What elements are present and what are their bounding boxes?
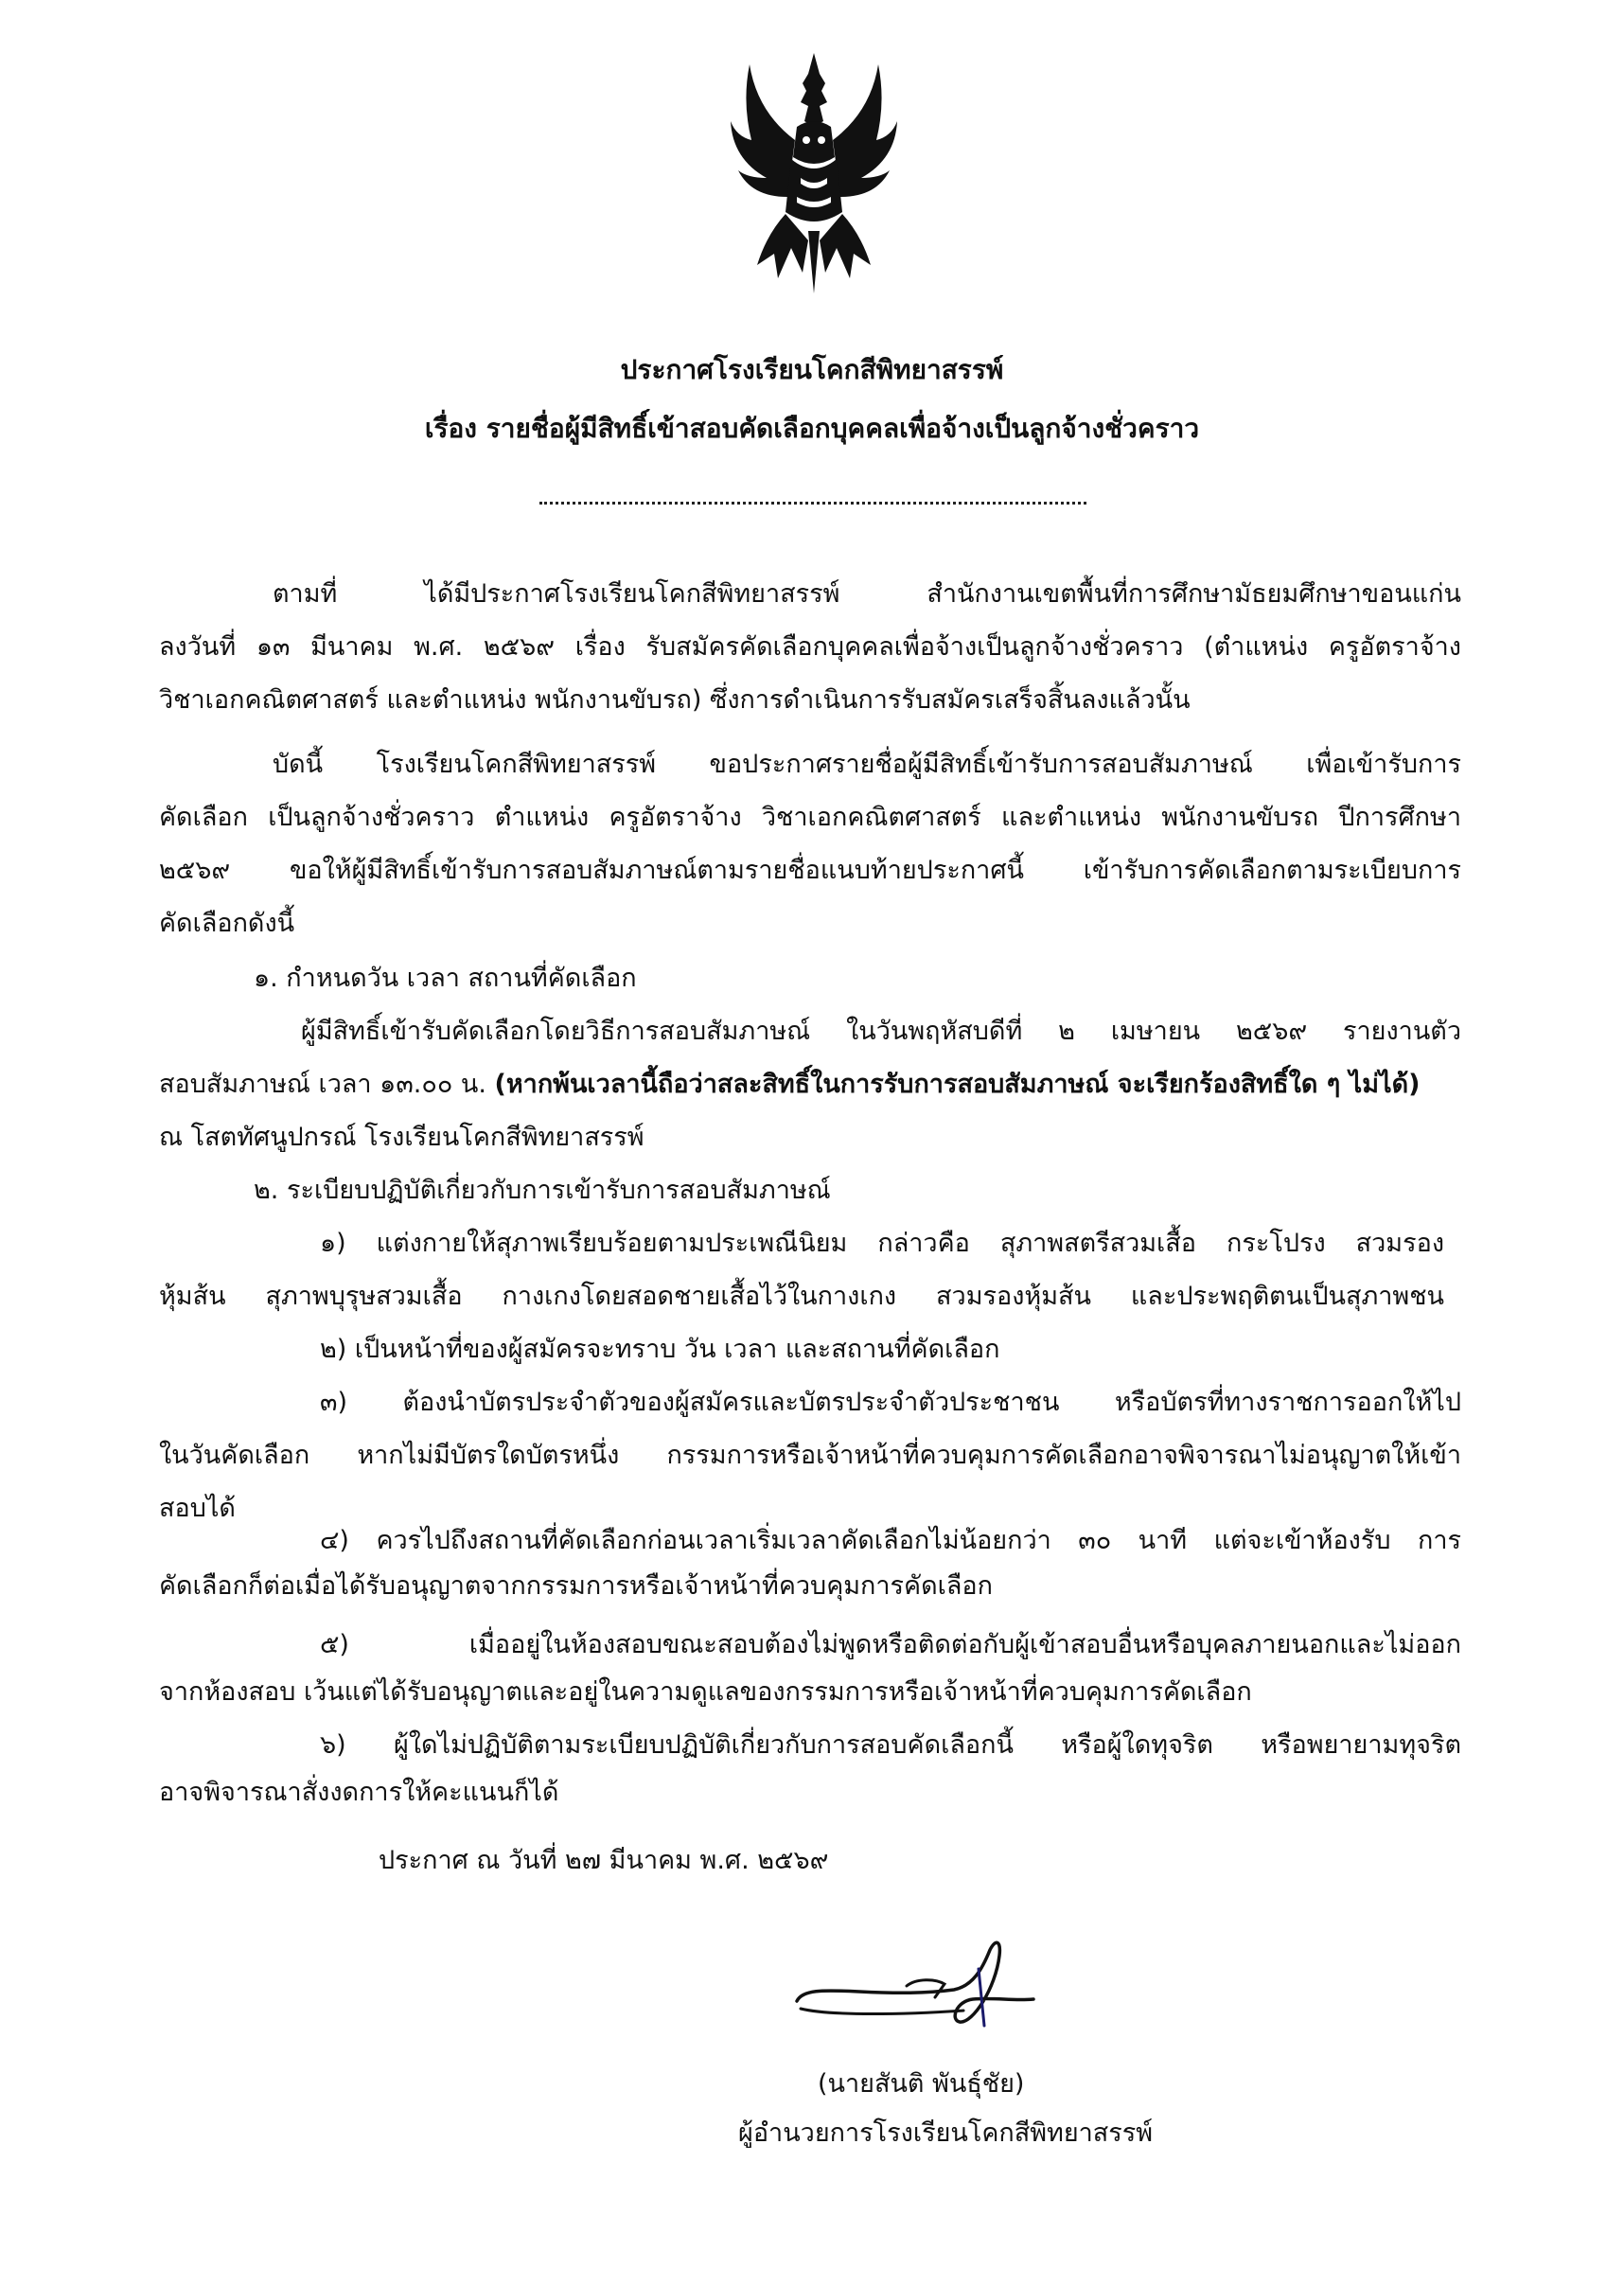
rule-line: ๕) เมื่ออยู่ในห้องสอบขณะสอบต้องไม่พูดหรือติดต่อกับผู้เข้าสอบอื่นหรือบุคลภายนอกและไม่ออก: [320, 1630, 1461, 1659]
paragraph-line: ผู้มีสิทธิ์เข้ารับคัดเลือกโดยวิธีการสอบสัมภาษณ์ ในวันพฤหัสบดีที่ ๒ เมษายน ๒๕๖๙ รายงานตัว: [301, 1017, 1461, 1046]
rule-line: สอบได้: [159, 1494, 236, 1523]
rule-line: ๓) ต้องนำบัตรประจำตัวของผู้สมัครและบัตรประจำตัวประชาชน หรือบัตรที่ทางราชการออกให้ไป: [320, 1388, 1461, 1417]
garuda-emblem-icon: [729, 45, 899, 301]
rule-line: คัดเลือกก็ต่อเมื่อได้รับอนุญาตจากกรรมการหรือเจ้าหน้าที่ควบคุมการคัดเลือก: [159, 1571, 993, 1601]
rule-line: ๔) ควรไปถึงสถานที่คัดเลือกก่อนเวลาเริ่มเวลาคัดเลือกไม่น้อยกว่า ๓๐ นาที แต่จะเข้าห้องรับ การ: [320, 1526, 1461, 1555]
announcement-title: ประกาศโรงเรียนโคกสีพิทยาสรรพ์: [620, 354, 1004, 385]
paragraph-line: ลงวันที่ ๑๓ มีนาคม พ.ศ. ๒๕๖๙ เรื่อง รับสมัครคัดเลือกบุคคลเพื่อจ้างเป็นลูกจ้างชั่วคราว (ตำแหน่ง ครูอัตราจ้าง: [159, 632, 1461, 662]
rule-line: ๖) ผู้ใดไม่ปฏิบัติตามระเบียบปฏิบัติเกี่ยวกับการสอบคัดเลือกนี้ หรือผู้ใดทุจริต หรือพยายามทุจริต: [320, 1730, 1461, 1760]
rule-line: อาจพิจารณาสั่งงดการให้คะแนนก็ได้: [159, 1778, 559, 1807]
signer-name: (นายสันติ พันธุ์ชัย): [818, 2069, 1025, 2099]
rule-line: จากห้องสอบ เว้นแต่ได้รับอนุญาตและอยู่ในความดูแลของกรรมการหรือเจ้าหน้าที่ควบคุมการคัดเลือก: [159, 1677, 1252, 1707]
paragraph-line: บัดนี้ โรงเรียนโคกสีพิทยาสรรพ์ ขอประกาศรายชื่อผู้มีสิทธิ์เข้ารับการสอบสัมภาษณ์ เพื่อเข้ารับการ: [273, 750, 1461, 779]
rule-line: ในวันคัดเลือก หากไม่มีบัตรใดบัตรหนึ่ง กรรมการหรือเจ้าหน้าที่ควบคุมการคัดเลือกอาจพิจารณาไม่อนุญาตให้เข้า: [159, 1441, 1461, 1470]
paragraph-line: ๒๕๖๙ ขอให้ผู้มีสิทธิ์เข้ารับการสอบสัมภาษณ์ตามรายชื่อแนบท้ายประกาศนี้ เข้ารับการคัดเลือกตามระเบียบการ: [159, 856, 1461, 885]
title-divider: [539, 473, 1086, 505]
signer-title: ผู้อำนวยการโรงเรียนโคกสีพิทยาสรรพ์: [738, 2118, 1154, 2148]
paragraph-line: [159, 1064, 1461, 1106]
paragraph-line: คัดเลือก เป็นลูกจ้างชั่วคราว ตำแหน่ง ครูอัตราจ้าง วิชาเอกคณิตศาสตร์ และตำแหน่ง พนักงานขับรถ ปีการศึกษา: [159, 803, 1461, 832]
rule-line: ๑) แต่งกายให้สุภาพเรียบร้อยตามประเพณีนิยม กล่าวคือ สุภาพสตรีสวมเสื้อ กระโปรง สวมรอง: [320, 1229, 1444, 1258]
section-heading: ๒. ระเบียบปฏิบัติเกี่ยวกับการเข้ารับการสอบสัมภาษณ์: [254, 1176, 831, 1205]
paragraph-line: ณ โสตทัศนูปกรณ์ โรงเรียนโคกสีพิทยาสรรพ์: [159, 1123, 644, 1152]
paragraph-line: วิชาเอกคณิตศาสตร์ และตำแหน่ง พนักงานขับรถ) ซึ่งการดำเนินการรับสมัครเสร็จสิ้นลงแล้วนั้น: [159, 685, 1191, 715]
paragraph-line: คัดเลือกดังนี้: [159, 909, 295, 938]
section-heading: ๑. กำหนดวัน เวลา สถานที่คัดเลือก: [254, 964, 637, 993]
paragraph-line: ตามที่ ได้มีประกาศโรงเรียนโคกสีพิทยาสรรพ์ สำนักงานเขตพื้นที่การศึกษามัธยมศึกษาขอนแก่น: [273, 579, 1461, 609]
announcement-date: ประกาศ ณ วันที่ ๒๗ มีนาคม พ.ศ. ๒๕๖๙: [379, 1846, 829, 1875]
forfeit-notice: (หากพ้นเวลานี้ถือว่าสละสิทธิ์ในการรับการสอบสัมภาษณ์ จะเรียกร้องสิทธิ์ใด ๆ ไม่ได้): [494, 1070, 1421, 1099]
rule-line: หุ้มส้น สุภาพบุรุษสวมเสื้อ กางเกงโดยสอดชายเสื้อไว้ในกางเกง สวมรองหุ้มส้น และประพฤติตนเป็นสุภาพชน: [159, 1282, 1444, 1311]
signature-icon: [793, 1931, 1039, 2054]
interview-time: สอบสัมภาษณ์ เวลา ๑๓.๐๐ น.: [159, 1070, 495, 1099]
rule-line: ๒) เป็นหน้าที่ของผู้สมัครจะทราบ วัน เวลา และสถานที่คัดเลือก: [320, 1335, 1000, 1364]
announcement-subject: เรื่อง รายชื่อผู้มีสิทธิ์เข้าสอบคัดเลือกบุคคลเพื่อจ้างเป็นลูกจ้างชั่วคราว: [424, 413, 1200, 444]
